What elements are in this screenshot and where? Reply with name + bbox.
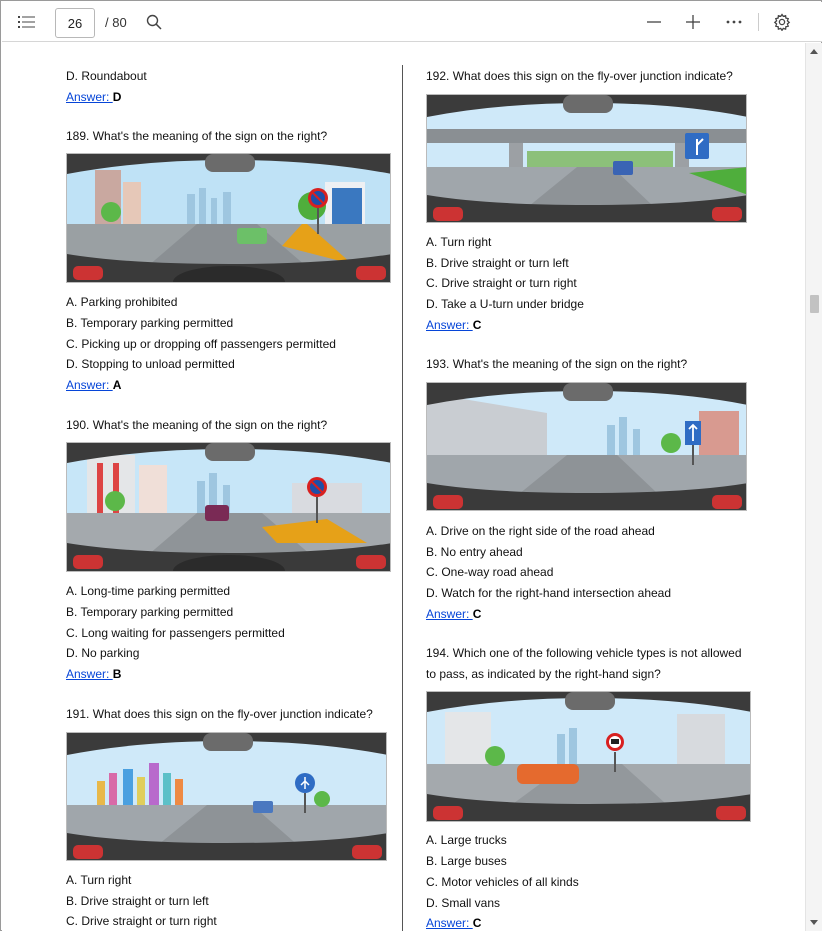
answer-link[interactable]: Answer: (66, 378, 113, 392)
answer-value: C (472, 318, 482, 332)
q189-answer (66, 378, 121, 392)
q189-option-b: B. Temporary parking permitted (66, 316, 234, 330)
page-number-input[interactable]: 26 (55, 8, 95, 38)
q191-option-b: B. Drive straight or turn left (66, 894, 209, 908)
toolbar (2, 2, 822, 42)
q194-answer (426, 916, 481, 930)
answer-value: C (472, 916, 482, 930)
scroll-up-arrow-icon[interactable] (810, 49, 818, 54)
q193-driving-scene-image (426, 382, 747, 511)
q189-option-d: D. Stopping to unload permitted (66, 357, 235, 371)
q189-question: 189. What's the meaning of the sign on the right? (66, 129, 328, 143)
q192-question: 192. What does this sign on the fly-over junction indicate? (426, 69, 733, 83)
answer-value: C (472, 607, 482, 621)
q190-option-b: B. Temporary parking permitted (66, 605, 234, 619)
q188-answer (66, 90, 121, 104)
q192-option-d: D. Take a U-turn under bridge (426, 297, 584, 311)
search-icon[interactable] (142, 10, 166, 34)
q188-option-d: D. Roundabout (66, 69, 147, 83)
q194-question-line1: 194. Which one of the following vehicle types is not allowed (426, 646, 742, 660)
q191-option-c: C. Drive straight or turn right (66, 914, 217, 928)
q190-answer (66, 667, 121, 681)
q193-option-d: D. Watch for the right-hand intersection ahead (426, 586, 672, 600)
q189-driving-scene-image (66, 153, 391, 283)
answer-link[interactable]: Answer: (426, 916, 473, 930)
q194-driving-scene-image (426, 691, 751, 822)
answer-value: B (112, 667, 122, 681)
answer-link[interactable]: Answer: (66, 90, 113, 104)
document-page (2, 43, 805, 931)
page-total: / 80 (105, 15, 127, 30)
zoom-in-icon[interactable] (681, 10, 705, 34)
q190-option-c: C. Long waiting for passengers permitted (66, 626, 285, 640)
zoom-out-icon[interactable] (642, 10, 666, 34)
q192-driving-scene-image (426, 94, 747, 223)
contents-list-icon[interactable] (15, 10, 39, 34)
q191-option-a: A. Turn right (66, 873, 132, 887)
answer-link[interactable]: Answer: (426, 607, 473, 621)
q191-question: 191. What does this sign on the fly-over junction indicate? (66, 707, 373, 721)
q193-option-c: C. One-way road ahead (426, 565, 554, 579)
more-options-icon[interactable] (722, 10, 746, 34)
q190-option-a: A. Long-time parking permitted (66, 584, 231, 598)
q192-option-c: C. Drive straight or turn right (426, 276, 577, 290)
q189-option-a: A. Parking prohibited (66, 295, 178, 309)
q194-option-c: C. Motor vehicles of all kinds (426, 875, 579, 889)
toolbar-separator (758, 13, 759, 31)
q193-question: 193. What's the meaning of the sign on the right? (426, 357, 688, 371)
settings-gear-icon[interactable] (770, 10, 794, 34)
q194-option-b: B. Large buses (426, 854, 507, 868)
q194-option-d: D. Small vans (426, 896, 501, 910)
q190-question: 190. What's the meaning of the sign on the right? (66, 418, 328, 432)
scroll-down-arrow-icon[interactable] (810, 920, 818, 925)
q190-option-d: D. No parking (66, 646, 140, 660)
q193-option-b: B. No entry ahead (426, 545, 523, 559)
q192-option-a: A. Turn right (426, 235, 492, 249)
q192-option-b: B. Drive straight or turn left (426, 256, 569, 270)
q192-answer (426, 318, 481, 332)
answer-value: D (112, 90, 122, 104)
q189-option-c: C. Picking up or dropping off passengers permitted (66, 337, 336, 351)
scrollbar-thumb[interactable] (810, 295, 819, 313)
q191-driving-scene-image (66, 732, 387, 861)
q194-question-line2: to pass, as indicated by the right-hand sign? (426, 667, 661, 681)
vertical-scrollbar[interactable] (805, 43, 822, 931)
q193-answer (426, 607, 481, 621)
answer-value: A (112, 378, 122, 392)
q193-option-a: A. Drive on the right side of the road ahead (426, 524, 655, 538)
column-divider (402, 65, 403, 931)
q190-driving-scene-image (66, 442, 391, 572)
q194-option-a: A. Large trucks (426, 833, 507, 847)
answer-link[interactable]: Answer: (426, 318, 473, 332)
answer-link[interactable]: Answer: (66, 667, 113, 681)
